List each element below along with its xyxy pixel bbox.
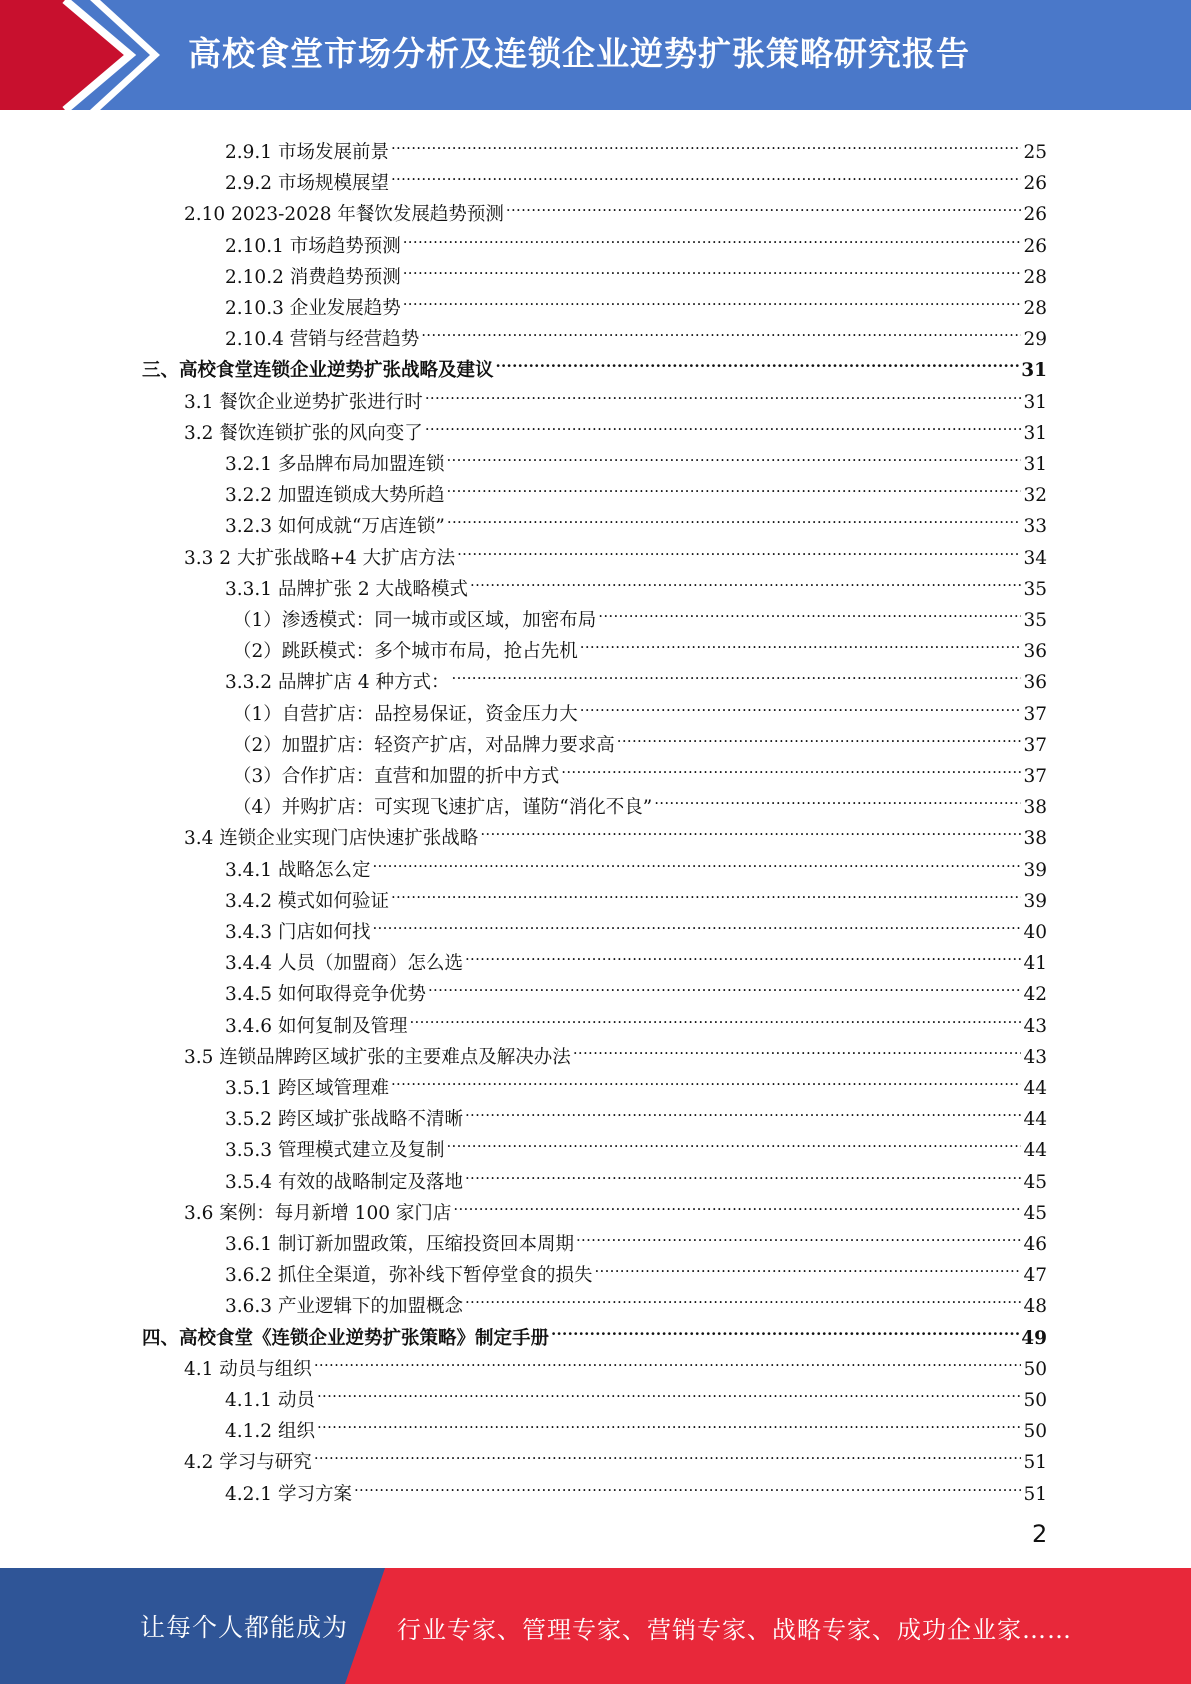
toc-entry[interactable] bbox=[225, 252, 1047, 288]
toc-entry[interactable] bbox=[233, 626, 1047, 663]
toc-entry-label: 3.2.1 多品牌布局加盟连锁 bbox=[225, 454, 445, 475]
toc-dot-leader bbox=[573, 1032, 1022, 1063]
toc-entry[interactable] bbox=[225, 1001, 1047, 1037]
toc-entry-label: 2.9.1 市场发展前景 bbox=[225, 142, 389, 163]
toc-entry-page: 41 bbox=[1023, 953, 1047, 975]
toc-dot-leader bbox=[506, 189, 1022, 220]
toc-entry-page: 45 bbox=[1023, 1202, 1047, 1224]
toc-entry[interactable] bbox=[225, 1125, 1047, 1162]
toc-entry[interactable] bbox=[225, 1094, 1047, 1131]
toc-entry[interactable] bbox=[225, 1063, 1047, 1099]
toc-entry-page: 45 bbox=[1023, 1171, 1047, 1193]
toc-dot-leader bbox=[446, 1125, 1021, 1156]
toc-entry[interactable] bbox=[225, 1250, 1047, 1287]
toc-entry[interactable] bbox=[225, 158, 1047, 195]
toc-entry-page: 51 bbox=[1023, 1483, 1047, 1505]
header-arrow-decoration bbox=[0, 0, 200, 110]
toc-entry[interactable] bbox=[225, 221, 1047, 257]
toc-dot-leader bbox=[425, 377, 1022, 408]
toc-entry-page: 44 bbox=[1023, 1078, 1047, 1099]
toc-entry-label: 3.2.3 如何成就“万店连锁” bbox=[225, 516, 445, 538]
toc-entry-label: 3.4.6 如何复制及管理 bbox=[225, 1015, 408, 1037]
toc-entry[interactable] bbox=[225, 907, 1047, 943]
toc-dot-leader bbox=[391, 158, 1021, 189]
toc-entry-label: 2.10.4 营销与经营趋势 bbox=[225, 329, 420, 351]
toc-entry-label: 2.10.3 企业发展趋势 bbox=[225, 298, 401, 319]
toc-entry-page: 38 bbox=[1023, 797, 1047, 819]
toc-entry[interactable] bbox=[225, 845, 1047, 881]
toc-entry-page: 34 bbox=[1023, 547, 1047, 569]
toc-entry-label: 3.3.1 品牌扩张 2 大战略模式 bbox=[225, 578, 468, 600]
toc-entry-page: 37 bbox=[1023, 703, 1047, 725]
toc-entry-label: 4.1 动员与组织 bbox=[184, 1358, 312, 1380]
toc-entry-label: （2）跳跃模式：多个城市布局，抢占先机 bbox=[233, 641, 578, 663]
toc-entry[interactable] bbox=[225, 283, 1047, 319]
toc-entry[interactable] bbox=[184, 1437, 1047, 1474]
toc-entry-page: 29 bbox=[1023, 329, 1047, 351]
toc-entry-page: 50 bbox=[1023, 1421, 1047, 1443]
toc-entry[interactable] bbox=[184, 1032, 1047, 1068]
toc-entry-page: 43 bbox=[1023, 1046, 1047, 1068]
toc-dot-leader bbox=[446, 439, 1021, 470]
toc-entry[interactable] bbox=[233, 689, 1047, 725]
footer-slogan-right: 行业专家、管理专家、营销专家、战略专家、成功企业家…… bbox=[397, 1616, 1072, 1644]
toc-entry-label: 3.6.1 制订新加盟政策，压缩投资回本周期 bbox=[225, 1234, 574, 1255]
toc-entry-page: 50 bbox=[1023, 1390, 1047, 1411]
toc-dot-leader bbox=[480, 813, 1021, 844]
toc-entry-page: 46 bbox=[1023, 1234, 1047, 1255]
toc-entry-page: 35 bbox=[1023, 610, 1047, 631]
toc-entry[interactable] bbox=[233, 782, 1047, 819]
toc-dot-leader bbox=[354, 1469, 1022, 1500]
toc-dot-leader bbox=[403, 283, 1022, 314]
toc-entry-label: （1）自营扩店：品控易保证，资金压力大 bbox=[233, 703, 578, 725]
toc-dot-leader bbox=[465, 938, 1021, 969]
toc-entry-label: 3.5.2 跨区域扩张战略不清晰 bbox=[225, 1109, 463, 1131]
toc-entry-page: 39 bbox=[1023, 890, 1047, 912]
toc-dot-leader bbox=[465, 1157, 1021, 1188]
toc-entry[interactable] bbox=[184, 533, 1047, 569]
toc-dot-leader bbox=[446, 470, 1021, 501]
toc-dot-leader bbox=[391, 1063, 1021, 1094]
toc-entry-label: 4.1.2 组织 bbox=[225, 1421, 315, 1443]
toc-entry-page: 43 bbox=[1023, 1015, 1047, 1037]
toc-entry-page: 47 bbox=[1023, 1265, 1047, 1287]
toc-dot-leader bbox=[551, 1313, 1019, 1344]
toc-entry[interactable] bbox=[184, 1188, 1047, 1224]
toc-entry-page: 26 bbox=[1023, 173, 1047, 195]
toc-dot-leader bbox=[598, 595, 1021, 626]
toc-entry-label: 3.5.4 有效的战略制定及落地 bbox=[225, 1171, 463, 1193]
toc-entry[interactable] bbox=[184, 1344, 1047, 1380]
toc-entry-page: 26 bbox=[1023, 204, 1047, 226]
toc-entry-page: 44 bbox=[1023, 1109, 1047, 1131]
toc-entry[interactable] bbox=[225, 439, 1047, 475]
toc-dot-leader bbox=[470, 564, 1021, 595]
toc-entry-label: 4.2.1 学习方案 bbox=[225, 1483, 352, 1505]
toc-entry-label: 3.4 连锁企业实现门店快速扩张战略 bbox=[184, 828, 479, 850]
toc-dot-leader bbox=[654, 782, 1021, 813]
toc-dot-leader bbox=[561, 751, 1021, 782]
toc-entry-page: 28 bbox=[1023, 298, 1047, 319]
toc-dot-leader bbox=[617, 720, 1022, 751]
toc-dot-leader bbox=[453, 1188, 1021, 1219]
toc-entry[interactable] bbox=[233, 720, 1047, 756]
toc-entry-page: 50 bbox=[1023, 1358, 1047, 1380]
toc-entry[interactable] bbox=[225, 564, 1047, 600]
toc-dot-leader bbox=[580, 626, 1022, 657]
toc-entry-label: 3.4.2 模式如何验证 bbox=[225, 890, 389, 912]
toc-entry-page: 36 bbox=[1023, 672, 1047, 694]
toc-entry[interactable] bbox=[233, 751, 1047, 787]
toc-entry-page: 49 bbox=[1021, 1327, 1047, 1349]
toc-entry[interactable] bbox=[225, 1375, 1047, 1411]
toc-entry-page: 33 bbox=[1023, 516, 1047, 538]
toc-entry-page: 51 bbox=[1023, 1452, 1047, 1474]
toc-entry[interactable] bbox=[225, 1281, 1047, 1318]
toc-dot-leader bbox=[457, 533, 1021, 564]
toc-entry[interactable] bbox=[225, 470, 1047, 507]
toc-dot-leader bbox=[372, 845, 1021, 876]
toc-entry-label: 3.3 2 大扩张战略+4 大扩店方法 bbox=[184, 547, 456, 569]
toc-entry[interactable] bbox=[225, 657, 1047, 694]
toc-entry-label: 3.6.3 产业逻辑下的加盟概念 bbox=[225, 1296, 463, 1318]
toc-entry[interactable] bbox=[225, 969, 1047, 1006]
toc-dot-leader bbox=[372, 907, 1021, 938]
toc-entry-label: 2.10.2 消费趋势预测 bbox=[225, 266, 401, 288]
toc-entry-label: 4.2 学习与研究 bbox=[184, 1452, 312, 1474]
toc-entry-label: 四、高校食堂《连锁企业逆势扩张策略》制定手册 bbox=[142, 1327, 550, 1349]
toc-dot-leader bbox=[496, 345, 1020, 376]
toc-entry-page: 39 bbox=[1023, 859, 1047, 881]
toc-entry-label: （1）渗透模式：同一城市或区域，加密布局 bbox=[233, 610, 597, 631]
toc-entry-page: 31 bbox=[1023, 422, 1047, 444]
toc-dot-leader bbox=[580, 689, 1022, 720]
toc-entry-page: 37 bbox=[1023, 766, 1047, 787]
toc-dot-leader bbox=[317, 1406, 1022, 1437]
toc-entry-label: 2.10.1 市场趋势预测 bbox=[225, 235, 401, 257]
toc-entry-page: 36 bbox=[1023, 641, 1047, 663]
toc-entry[interactable] bbox=[184, 813, 1047, 850]
toc-dot-leader bbox=[447, 501, 1022, 532]
toc-entry-label: 3.6.2 抓住全渠道，弥补线下暂停堂食的损失 bbox=[225, 1265, 593, 1287]
report-title: 高校食堂市场分析及连锁企业逆势扩张策略研究报告 bbox=[188, 34, 970, 73]
toc-entry-label: 2.9.2 市场规模展望 bbox=[225, 173, 389, 195]
toc-entry-label: 3.4.5 如何取得竞争优势 bbox=[225, 984, 426, 1006]
toc-entry-page: 25 bbox=[1023, 142, 1047, 163]
toc-entry[interactable] bbox=[225, 127, 1047, 163]
toc-entry-label: 3.5.1 跨区域管理难 bbox=[225, 1078, 389, 1099]
toc-entry-page: 48 bbox=[1023, 1296, 1047, 1318]
toc-entry-label: 三、高校食堂连锁企业逆势扩张战略及建议 bbox=[142, 360, 494, 382]
toc-entry-label: 2.10 2023-2028 年餐饮发展趋势预测 bbox=[184, 204, 504, 226]
toc-dot-leader bbox=[594, 1250, 1021, 1281]
toc-entry[interactable] bbox=[225, 501, 1047, 538]
toc-entry-page: 31 bbox=[1021, 360, 1047, 382]
toc-entry-label: 3.4.1 战略怎么定 bbox=[225, 859, 371, 881]
toc-entry[interactable] bbox=[233, 595, 1047, 631]
toc-entry-label: 3.2 餐饮连锁扩张的风向变了 bbox=[184, 422, 423, 444]
toc-dot-leader bbox=[425, 408, 1022, 439]
toc-entry[interactable] bbox=[225, 876, 1047, 912]
toc-dot-leader bbox=[576, 1219, 1021, 1250]
toc-dot-leader bbox=[314, 1437, 1022, 1468]
toc-entry-label: 3.4.3 门店如何找 bbox=[225, 922, 371, 943]
toc-entry-page: 26 bbox=[1023, 235, 1047, 257]
toc-entry[interactable] bbox=[225, 1469, 1047, 1505]
toc-entry-page: 31 bbox=[1023, 454, 1047, 475]
toc-entry[interactable] bbox=[225, 314, 1047, 351]
toc-entry-page: 44 bbox=[1023, 1140, 1047, 1162]
toc-entry-label: （2）加盟扩店：轻资产扩店，对品牌力要求高 bbox=[233, 734, 615, 756]
toc-dot-leader bbox=[428, 969, 1021, 1000]
toc-dot-leader bbox=[465, 1281, 1021, 1312]
toc-entry[interactable] bbox=[184, 377, 1047, 413]
page-header bbox=[0, 0, 1191, 110]
toc-entry[interactable] bbox=[184, 189, 1047, 226]
page-number: 2 bbox=[1032, 1520, 1048, 1548]
toc-entry-page: 37 bbox=[1023, 734, 1047, 756]
toc-entry-label: 3.1 餐饮企业逆势扩张进行时 bbox=[184, 391, 423, 413]
toc-entry[interactable] bbox=[142, 345, 1047, 382]
toc-entry-page: 35 bbox=[1023, 578, 1047, 600]
toc-dot-leader bbox=[391, 127, 1021, 158]
toc-dot-leader bbox=[465, 1094, 1021, 1125]
toc-entry-label: 4.1.1 动员 bbox=[225, 1390, 315, 1411]
page-footer bbox=[0, 1568, 1191, 1684]
toc-dot-leader bbox=[314, 1344, 1022, 1375]
toc-entry-label: （3）合作扩店：直营和加盟的折中方式 bbox=[233, 766, 560, 787]
toc-entry-label: 3.5.3 管理模式建立及复制 bbox=[225, 1140, 445, 1162]
toc-entry[interactable] bbox=[142, 1313, 1047, 1349]
toc-entry-label: 3.6 案例：每月新增 100 家门店 bbox=[184, 1202, 452, 1224]
footer-slogan-left: 让每个人都能成为 bbox=[140, 1613, 349, 1642]
toc-entry-page: 32 bbox=[1023, 485, 1047, 507]
toc-dot-leader bbox=[452, 657, 1022, 688]
toc-entry-label: 3.2.2 加盟连锁成大势所趋 bbox=[225, 485, 445, 507]
toc-entry-page: 40 bbox=[1023, 922, 1047, 943]
toc-entry-label: 3.5 连锁品牌跨区域扩张的主要难点及解决办法 bbox=[184, 1046, 571, 1068]
toc-dot-leader bbox=[403, 221, 1022, 252]
toc-dot-leader bbox=[317, 1375, 1022, 1406]
toc-dot-leader bbox=[391, 876, 1021, 907]
toc-dot-leader bbox=[421, 314, 1021, 345]
toc-entry-label: （4）并购扩店：可实现飞速扩店，谨防“消化不良” bbox=[233, 797, 653, 819]
toc-entry-label: 3.3.2 品牌扩店 4 种方式： bbox=[225, 672, 450, 694]
toc-entry-page: 38 bbox=[1023, 828, 1047, 850]
toc-dot-leader bbox=[409, 1001, 1021, 1032]
toc-entry-page: 31 bbox=[1023, 391, 1047, 413]
toc-entry[interactable] bbox=[225, 1157, 1047, 1193]
toc-entry-page: 42 bbox=[1023, 984, 1047, 1006]
toc-entry[interactable] bbox=[225, 938, 1047, 975]
toc-dot-leader bbox=[403, 252, 1022, 283]
toc-entry-page: 28 bbox=[1023, 266, 1047, 288]
toc-entry[interactable] bbox=[225, 1219, 1047, 1255]
toc-entry[interactable] bbox=[225, 1406, 1047, 1443]
toc-entry[interactable] bbox=[184, 408, 1047, 444]
toc-entry-label: 3.4.4 人员（加盟商）怎么选 bbox=[225, 953, 463, 975]
